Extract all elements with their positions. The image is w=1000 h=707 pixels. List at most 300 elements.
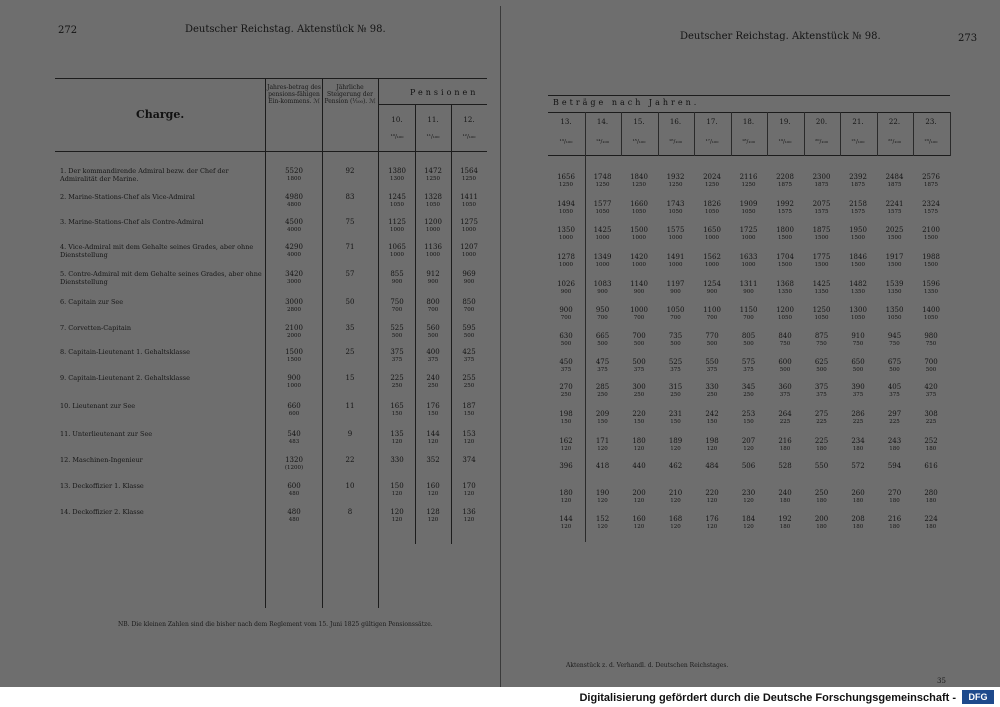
table-cell: [335, 482, 365, 490]
cell-old-value: 1250: [668, 182, 683, 188]
table-cell: [877, 173, 913, 189]
table-cell: [335, 348, 365, 356]
cell-old-value: 375: [633, 367, 645, 373]
table-cell: [548, 383, 584, 399]
table-cell: [418, 482, 448, 498]
cell-value: 540: [287, 430, 301, 438]
cell-value: 840: [778, 332, 792, 340]
table-cell: [840, 410, 876, 426]
cell-old-value: 900: [743, 289, 754, 295]
cell-old-value: 1000: [741, 262, 756, 268]
cell-value: 675: [887, 358, 902, 366]
cell-value: 1026: [557, 280, 575, 288]
cell-value: 168: [668, 515, 683, 523]
table-cell: [767, 173, 803, 189]
cell-value: 150: [390, 482, 404, 490]
cell-value: 572: [851, 462, 865, 470]
credit-bar: [0, 687, 1000, 707]
cell-old-value: 1350: [778, 289, 792, 295]
table-cell: [418, 402, 448, 418]
cell-old-value: 1300: [390, 176, 404, 182]
table-cell: [840, 200, 876, 216]
dfg-logo: DFG: [962, 690, 994, 704]
cell-old-value: 250: [743, 392, 754, 398]
cell-old-value: 225: [889, 419, 900, 425]
table-cell: [585, 332, 621, 348]
cell-value: 2324: [922, 200, 940, 208]
cell-old-value: 500: [560, 341, 572, 347]
cell-old-value: 900: [463, 279, 475, 285]
cell-old-value: 225: [852, 419, 864, 425]
charge-label: 12. Maschinen-Ingenieur: [60, 456, 143, 464]
cell-old-value: 1000: [632, 235, 646, 241]
table-cell: [454, 402, 484, 418]
table-cell: [418, 193, 448, 209]
cell-value: 375: [390, 348, 404, 356]
cell-value: 170: [462, 482, 476, 490]
year-col-header: 16.: [669, 118, 682, 126]
cell-value: 735: [668, 332, 683, 340]
cell-old-value: 1050: [924, 315, 938, 321]
cell-old-value: 1050: [426, 202, 440, 208]
table-cell: [658, 383, 694, 399]
cell-value: 270: [887, 489, 902, 497]
table-cell: [840, 515, 876, 531]
cell-value: 240: [778, 489, 792, 497]
charge-label: 9. Capitain-Lieutenant 2. Gehaltsklasse: [60, 374, 190, 382]
cell-value: 1562: [703, 253, 721, 261]
cell-old-value: 1000: [559, 235, 573, 241]
right-header-rule: [548, 155, 950, 156]
cell-old-value: 180: [852, 498, 864, 504]
cell-value: 152: [595, 515, 610, 523]
cell-old-value: 700: [670, 315, 681, 321]
table-cell: [585, 280, 621, 296]
cell-value: 1425: [593, 226, 612, 234]
cell-value: 1494: [557, 200, 575, 208]
charge-label: 10. Lieutenant zur See: [60, 402, 136, 410]
cell-value: 225: [390, 374, 404, 382]
cell-old-value: 375: [706, 367, 718, 373]
cell-old-value: 225: [925, 419, 937, 425]
table-cell: [335, 430, 365, 438]
year-col-header: 13.: [560, 118, 572, 126]
table-cell: [694, 358, 730, 374]
table-cell: [877, 253, 913, 269]
cell-value: 1125: [388, 218, 406, 226]
table-cell: [913, 515, 949, 531]
cell-old-value: 500: [779, 367, 791, 373]
cell-value: 1254: [703, 280, 721, 288]
cell-value: 2025: [885, 226, 904, 234]
cell-old-value: 1250: [741, 182, 756, 188]
table-cell: [382, 402, 412, 418]
cell-old-value: 1875: [887, 182, 902, 188]
table-cell: [548, 200, 584, 216]
table-cell: [694, 462, 730, 470]
left-page-number: 272: [58, 25, 78, 36]
table-cell: [767, 332, 803, 348]
cell-old-value: 500: [743, 341, 754, 347]
cell-old-value: 500: [463, 333, 475, 339]
cell-value: 594: [887, 462, 902, 470]
cell-value: 1596: [922, 280, 940, 288]
table-cell: [658, 462, 694, 470]
cell-value: 4290: [285, 243, 303, 251]
table-cell: [548, 173, 584, 189]
table-top-rule: [55, 78, 487, 79]
year-col-fraction: ²¹/₁₀₀: [851, 139, 865, 145]
cell-old-value: 1500: [887, 235, 902, 241]
cell-value: 1300: [849, 306, 867, 314]
table-cell: [694, 437, 730, 453]
cell-old-value: 1050: [462, 202, 476, 208]
cell-old-value: 700: [391, 307, 403, 313]
cell-old-value: 500: [706, 341, 718, 347]
year-col-header: 23.: [925, 118, 937, 126]
table-cell: [418, 298, 448, 314]
table-cell: [767, 515, 803, 531]
table-cell: [279, 298, 309, 314]
table-cell: [418, 218, 448, 234]
table-cell: [658, 515, 694, 531]
cell-old-value: 900: [706, 289, 718, 295]
cell-old-value: 375: [779, 392, 791, 398]
table-cell: [548, 332, 584, 348]
table-cell: [731, 489, 767, 505]
cell-value: 136: [462, 508, 476, 516]
cell-value: 1200: [776, 306, 794, 314]
cell-old-value: 250: [597, 392, 608, 398]
table-cell: [418, 508, 448, 524]
year-col-header: 10.: [391, 116, 403, 124]
cell-value: 1472: [424, 167, 442, 175]
credit-text: Digitalisierung gefördert durch die Deutsche Forschungsgemeinschaft -: [579, 692, 956, 704]
cell-value: 1660: [630, 200, 648, 208]
cell-old-value: 1500: [814, 262, 829, 268]
table-cell: [840, 306, 876, 322]
table-cell: [382, 270, 412, 286]
cell-old-value: 1250: [595, 182, 610, 188]
table-cell: [621, 200, 657, 216]
table-cell: [767, 410, 803, 426]
cell-old-value: 120: [706, 446, 718, 452]
cell-old-value: 180: [852, 446, 864, 452]
table-cell: [585, 173, 621, 189]
cell-value: 224: [924, 515, 938, 523]
table-cell: [913, 173, 949, 189]
cell-old-value: 700: [560, 315, 572, 321]
cell-old-value: 180: [889, 446, 900, 452]
table-cell: [731, 173, 767, 189]
table-cell: [731, 515, 767, 531]
table-cell: [731, 306, 767, 322]
cell-old-value: 180: [925, 446, 937, 452]
cell-value: 525: [390, 324, 404, 332]
table-cell: [731, 358, 767, 374]
cell-value: 400: [426, 348, 440, 356]
cell-value: 3420: [285, 270, 303, 278]
cell-value: 71: [345, 243, 355, 251]
cell-old-value: 180: [816, 524, 827, 530]
cell-value: 231: [668, 410, 683, 418]
cell-value: 176: [705, 515, 719, 523]
cell-old-value: 1500: [924, 262, 938, 268]
col-divider: [322, 78, 323, 608]
cell-old-value: 150: [597, 419, 608, 425]
cell-value: 1425: [812, 280, 831, 288]
cell-value: 300: [632, 383, 646, 391]
cell-value: 600: [287, 482, 301, 490]
cell-old-value: 1500: [814, 235, 829, 241]
table-cell: [840, 280, 876, 296]
cell-value: 2208: [776, 173, 794, 181]
cell-old-value: 375: [391, 357, 403, 363]
cell-value: 330: [705, 383, 719, 391]
cell-value: 1083: [593, 280, 612, 288]
cell-value: 1491: [666, 253, 685, 261]
cell-value: 2158: [849, 200, 867, 208]
cell-old-value: 900: [391, 279, 403, 285]
cell-value: 297: [887, 410, 902, 418]
cell-value: 630: [559, 332, 573, 340]
cell-old-value: 1575: [887, 209, 902, 215]
cell-old-value: 1500: [887, 262, 902, 268]
cell-value: 190: [595, 489, 610, 497]
cell-value: 374: [462, 456, 476, 464]
cell-old-value: 180: [779, 498, 791, 504]
table-cell: [731, 226, 767, 242]
table-cell: [877, 280, 913, 296]
cell-old-value: 120: [560, 498, 572, 504]
cell-old-value: 1250: [632, 182, 646, 188]
cell-old-value: 500: [852, 367, 864, 373]
year-col-header: 14.: [596, 118, 609, 126]
cell-old-value: 500: [427, 333, 439, 339]
col-divider: [265, 78, 266, 608]
cell-value: 1400: [922, 306, 940, 314]
table-cell: [382, 508, 412, 524]
cell-value: 1275: [460, 218, 478, 226]
cell-value: 1140: [630, 280, 648, 288]
cell-old-value: 120: [463, 517, 475, 523]
cell-value: 1065: [388, 243, 406, 251]
cell-value: 1725: [739, 226, 758, 234]
cell-old-value: 120: [463, 439, 475, 445]
table-cell: [804, 306, 840, 322]
cell-old-value: 1575: [851, 209, 865, 215]
cell-old-value: 1050: [741, 209, 756, 215]
cell-old-value: 250: [391, 383, 403, 389]
year-col-header: 22.: [888, 118, 901, 126]
table-cell: [279, 508, 309, 524]
col-divider: [950, 112, 951, 156]
cell-old-value: 1050: [705, 209, 719, 215]
cell-old-value: 150: [560, 419, 572, 425]
cell-old-value: 1000: [705, 235, 719, 241]
cell-value: 253: [741, 410, 756, 418]
increase-column-header: Jährliche Steigerung der Pension (⅟₁₀₀). ℳ: [324, 84, 376, 105]
table-cell: [585, 489, 621, 505]
cell-value: 345: [741, 383, 756, 391]
table-cell: [585, 515, 621, 531]
cell-value: 440: [632, 462, 646, 470]
cell-old-value: 1000: [426, 227, 440, 233]
cell-value: 450: [559, 358, 573, 366]
cell-old-value: 180: [889, 524, 900, 530]
table-cell: [585, 226, 621, 242]
table-cell: [454, 508, 484, 524]
cell-old-value: 1000: [668, 262, 683, 268]
table-cell: [694, 253, 730, 269]
cell-value: 912: [426, 270, 440, 278]
cell-value: 22: [345, 456, 355, 464]
table-cell: [694, 383, 730, 399]
cell-old-value: 120: [560, 524, 572, 530]
cell-value: 575: [741, 358, 756, 366]
cell-value: 360: [778, 383, 792, 391]
cell-old-value: 1875: [814, 182, 829, 188]
cell-value: 75: [345, 218, 355, 226]
table-cell: [658, 280, 694, 296]
table-cell: [621, 437, 657, 453]
cell-value: 1350: [885, 306, 904, 314]
table-cell: [454, 167, 484, 183]
cell-value: 1000: [630, 306, 648, 314]
cell-value: 234: [851, 437, 865, 445]
table-cell: [454, 193, 484, 209]
cell-value: 243: [887, 437, 902, 445]
table-cell: [548, 462, 584, 470]
cell-old-value: 1000: [462, 252, 476, 258]
charge-label: 6. Capitain zur See: [60, 298, 124, 306]
cell-value: 2075: [812, 200, 831, 208]
cell-old-value: 120: [597, 498, 608, 504]
table-cell: [731, 383, 767, 399]
table-cell: [621, 332, 657, 348]
cell-old-value: 483: [288, 439, 300, 445]
table-cell: [418, 456, 448, 464]
table-cell: [279, 218, 309, 234]
cell-old-value: 1000: [632, 262, 646, 268]
salary-column-header: Jahres-betrag des pensions-fähigen Ein-kommens. ℳ: [267, 84, 321, 105]
cell-value: 200: [814, 515, 829, 523]
bottom-note: Aktenstück z. d. Verhandl. d. Deutschen Reichstages.: [566, 662, 729, 669]
table-cell: [877, 332, 913, 348]
cell-old-value: 750: [925, 341, 937, 347]
table-cell: [804, 332, 840, 348]
cell-old-value: 150: [427, 411, 439, 417]
table-cell: [877, 306, 913, 322]
cell-value: 805: [741, 332, 756, 340]
right-subheader-rule: [548, 112, 950, 113]
table-cell: [382, 218, 412, 234]
cell-value: 550: [814, 462, 829, 470]
table-cell: [877, 515, 913, 531]
cell-old-value: 500: [816, 367, 827, 373]
cell-old-value: 1050: [595, 209, 610, 215]
year-col-fraction: ¹⁴/₁₀₀: [596, 139, 609, 145]
charge-label: 7. Corvetten-Capitain: [60, 324, 132, 332]
table-cell: [382, 167, 412, 183]
table-cell: [279, 167, 309, 183]
cell-old-value: 500: [597, 341, 608, 347]
table-cell: [335, 167, 365, 175]
table-cell: [804, 515, 840, 531]
table-cell: [335, 456, 365, 464]
cell-old-value: 180: [925, 498, 937, 504]
table-cell: [382, 243, 412, 259]
table-cell: [877, 358, 913, 374]
cell-value: 207: [741, 437, 756, 445]
cell-value: 1411: [460, 193, 478, 201]
table-cell: [585, 358, 621, 374]
cell-value: 1800: [776, 226, 794, 234]
year-col-header: 15.: [633, 118, 645, 126]
table-cell: [454, 374, 484, 390]
cell-value: 128: [426, 508, 440, 516]
cell-old-value: 900: [427, 279, 439, 285]
table-cell: [658, 253, 694, 269]
cell-value: 25: [345, 348, 355, 356]
cell-value: 180: [632, 437, 646, 445]
table-cell: [804, 173, 840, 189]
cell-old-value: 900: [670, 289, 681, 295]
cell-value: 198: [705, 437, 719, 445]
cell-value: 550: [705, 358, 719, 366]
right-page-number: 273: [958, 33, 978, 44]
cell-value: 1917: [885, 253, 904, 261]
table-cell: [279, 430, 309, 446]
table-cell: [804, 280, 840, 296]
table-cell: [767, 200, 803, 216]
cell-old-value: 250: [463, 383, 475, 389]
cell-old-value: 1500: [924, 235, 938, 241]
table-cell: [840, 173, 876, 189]
section-title: Beträge nach Jahren.: [553, 98, 700, 107]
pension-group-header: Pensionen: [410, 88, 479, 97]
cell-value: 700: [924, 358, 938, 366]
cell-value: 600: [778, 358, 792, 366]
cell-old-value: 375: [743, 367, 754, 373]
table-cell: [454, 348, 484, 364]
cell-value: 665: [595, 332, 610, 340]
cell-value: 225: [814, 437, 829, 445]
table-cell: [913, 200, 949, 216]
year-col-header: 20.: [815, 118, 828, 126]
cell-old-value: 1000: [287, 383, 301, 389]
cell-old-value: 120: [670, 524, 681, 530]
cell-old-value: 1000: [668, 235, 683, 241]
cell-old-value: 700: [427, 307, 439, 313]
table-cell: [840, 226, 876, 242]
cell-value: 1748: [593, 173, 612, 181]
table-cell: [621, 515, 657, 531]
table-cell: [585, 462, 621, 470]
cell-value: 396: [559, 462, 573, 470]
cell-value: 260: [851, 489, 865, 497]
table-cell: [658, 200, 694, 216]
table-cell: [585, 383, 621, 399]
cell-value: 462: [668, 462, 683, 470]
cell-old-value: 1250: [462, 176, 476, 182]
cell-value: 176: [426, 402, 440, 410]
cell-value: 1500: [285, 348, 303, 356]
cell-value: 750: [390, 298, 404, 306]
cell-old-value: 750: [852, 341, 864, 347]
cell-old-value: 1000: [462, 227, 476, 233]
table-cell: [731, 332, 767, 348]
